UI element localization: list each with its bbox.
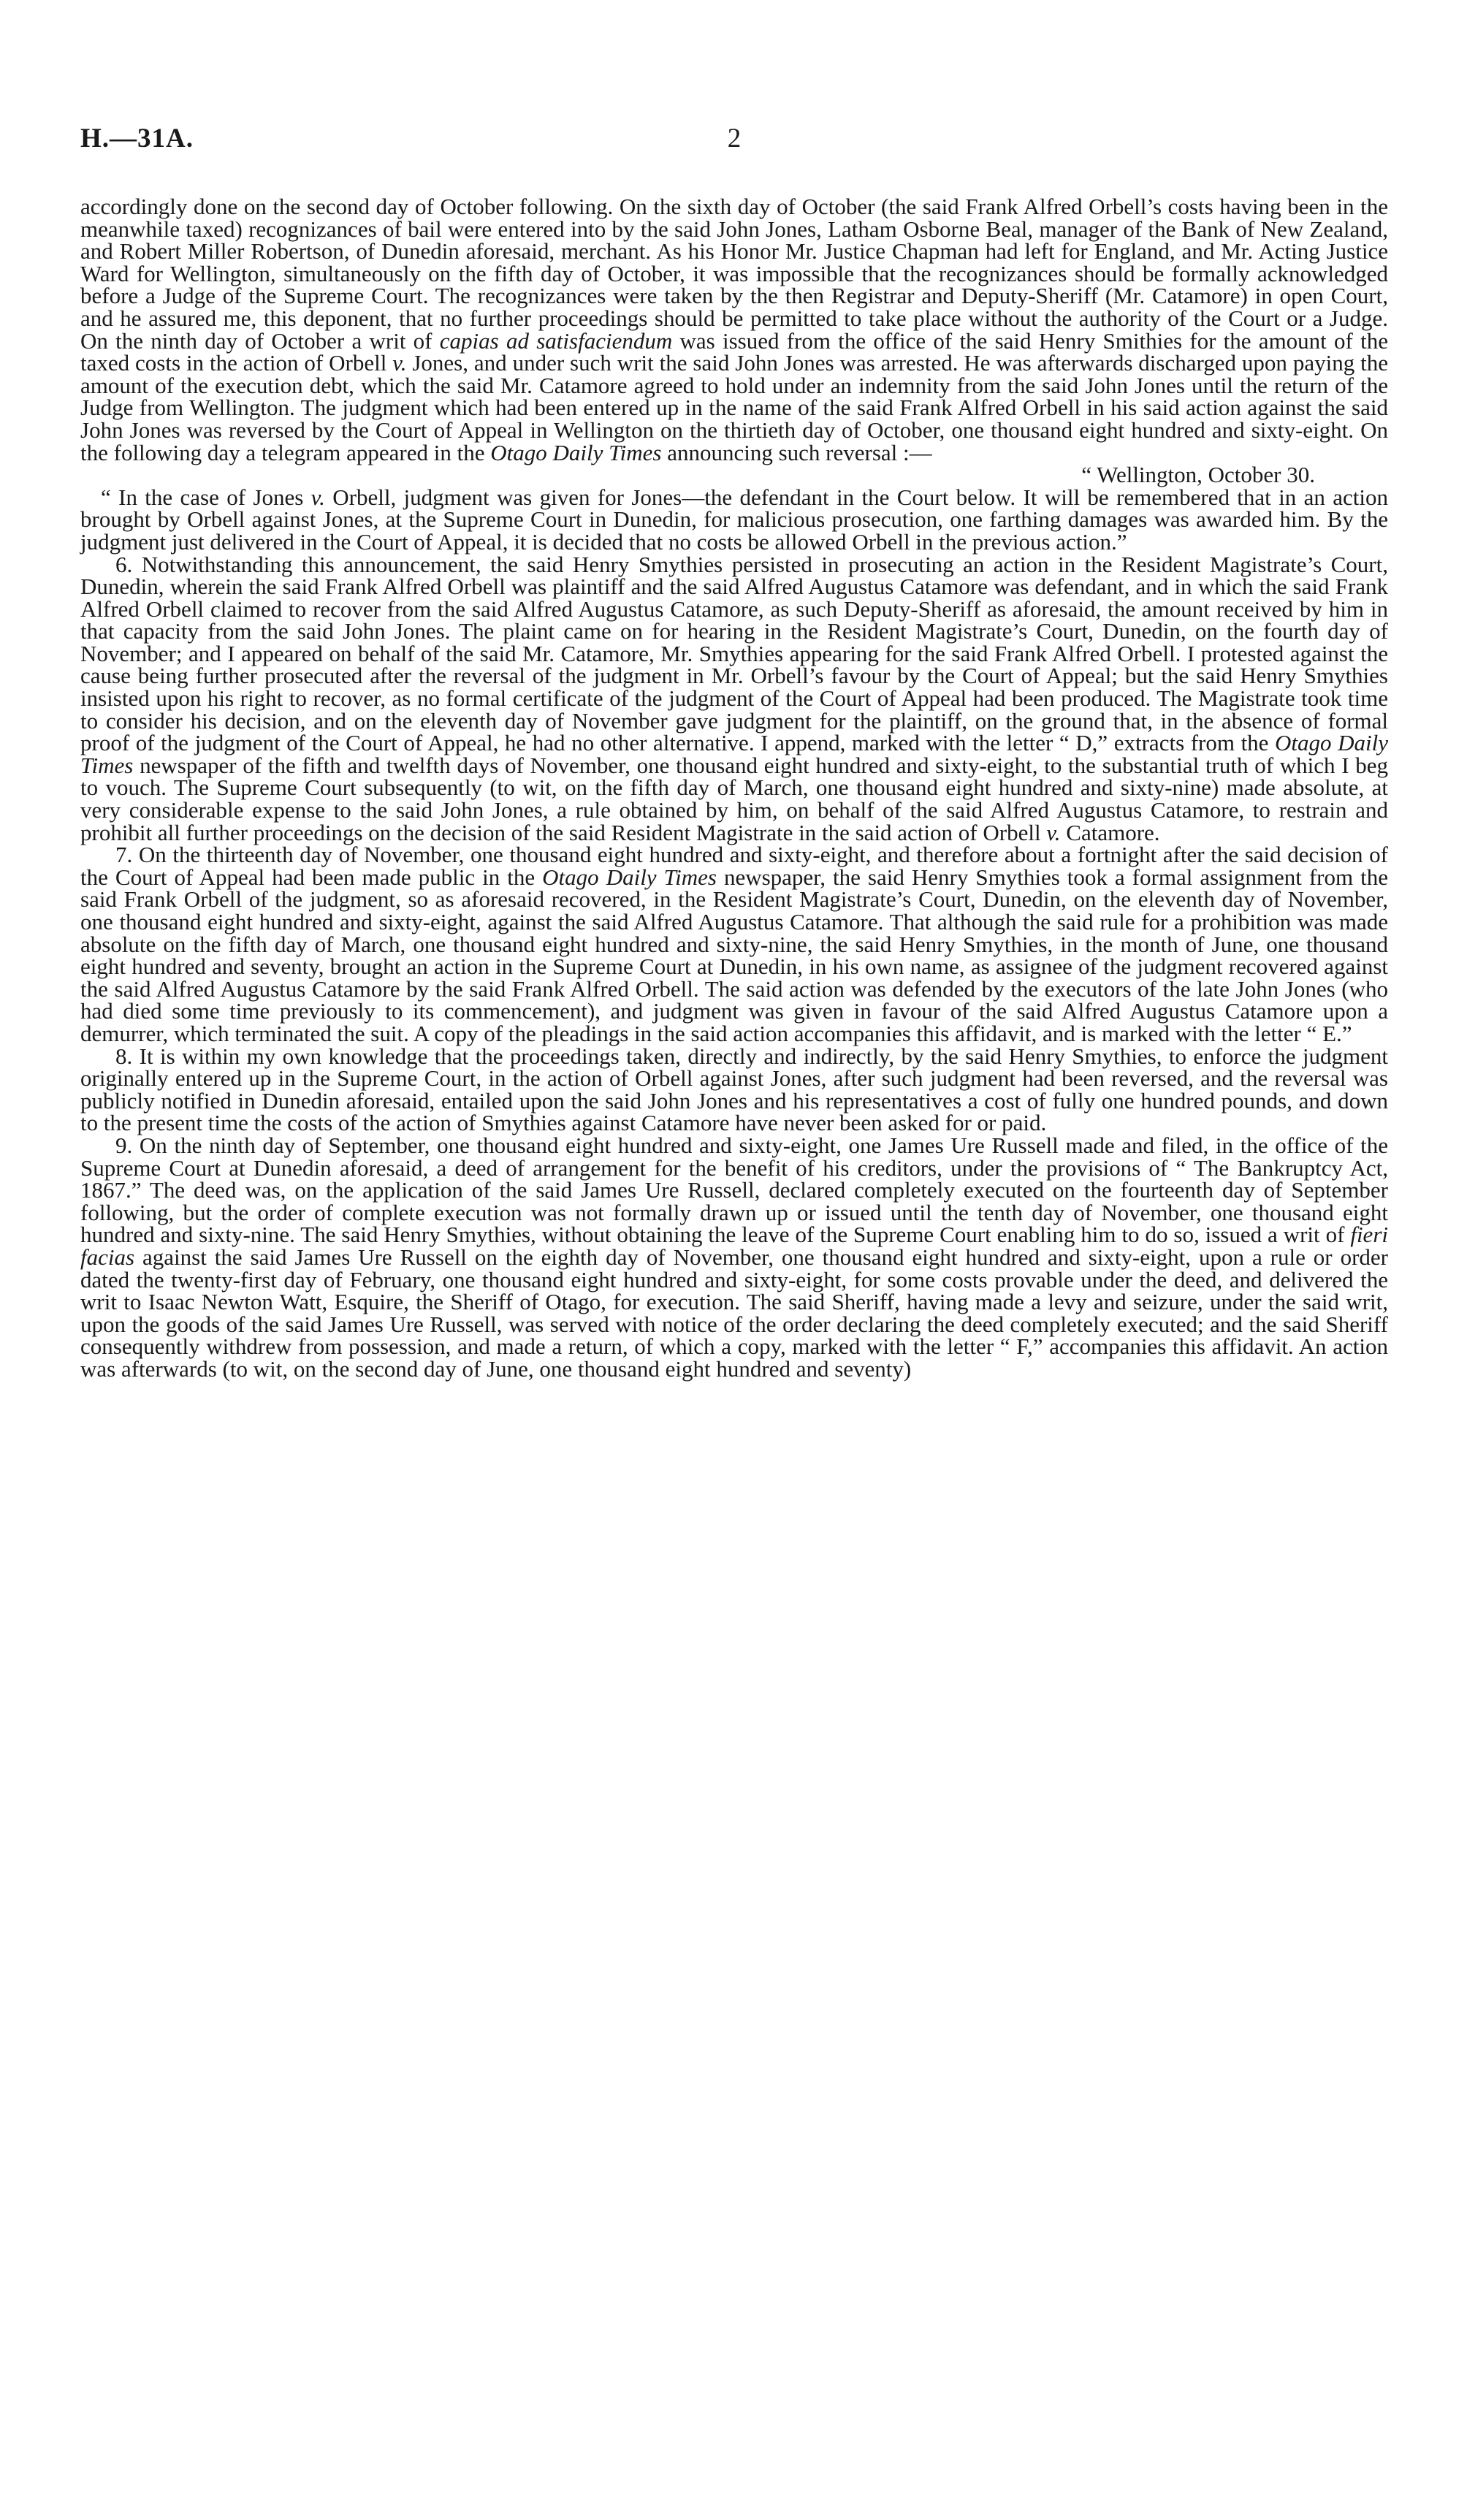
paragraph-9 [80, 1132, 1388, 1382]
text-run: 6. Notwithstanding this announcement, the said Henry Smythies persisted in prosecuting an action in the Resident Magistrate’s Court, Dunedin, wherein the said Frank Alfred Orbell was plaintiff and the said Alfred Augustus Catamore was defendant, and in which the said Frank Alfred Orbell claimed to recover from the said Alfred Augustus Catamore, as such Deputy-Sheriff as aforesaid, the amount received by him in that capacity from the said John Jones. The plaint came on for hearing in the Resident Magistrate’s Court, Dunedin, on the fourth day of November; and I appeared on behalf of the said Mr. Catamore, Mr. Smythies appearing for the said Frank Alfred Orbell. I protested against the cause being further prosecuted after the reversal of the judgment in Mr. Orbell’s favour by the Court of Appeal; but the said Henry Smythies insisted upon his right to recover, as no formal certificate of the judgment of the Court of Appeal had been produced. The Magistrate took time to consider his decision, and on the eleventh day of November gave judgment for the plaintiff, on the ground that, in the absence of formal proof of the judgment of the Court of Appeal, he had no other alternative. I append, marked with the letter “ D,” extracts from the [80, 551, 1388, 756]
italic-run: Otago Daily Times [542, 864, 717, 890]
italic-run: capias ad satisfaciendum [439, 327, 673, 354]
text-run: Catamore. [1060, 819, 1160, 845]
text-run: announcing such reversal :— [661, 439, 932, 465]
italic-run: v. [392, 350, 407, 376]
text-run: “ In the case of Jones [101, 484, 311, 510]
italic-run: Otago Daily Times [490, 439, 662, 465]
italic-run: Otago Daily Times [80, 730, 1389, 778]
text-run: accordingly done on the second day of October following. On the sixth day of October (the said Frank Alfred Orbell’s costs having been in the meanwhile taxed) recognizances of bail were entered into by the said John Jones, Latham Osborne Beal, manager of the Bank of New Zealand, and Robert Miller Robertson, of Dunedin aforesaid, merchant. As his Honor Mr. Justice Chapman had left for England, and Mr. Acting Justice Ward for Wellington, simultaneously on the fifth day of October, it was impossible that the recognizances should be formally acknowledged before a Judge of the Supreme Court. The recognizances were taken by the then Registrar and Deputy-Sheriff (Mr. Catamore) in open Court, and he assured me, this deponent, that no further proceedings should be permitted to take place without the authority of the Court or a Judge. On the ninth day of October a writ of [80, 194, 1388, 354]
telegram-quote [80, 484, 1388, 555]
page-header [80, 123, 1388, 167]
paragraph-8 [80, 1043, 1388, 1136]
page-number: 2 [727, 123, 742, 153]
italic-run: v. [310, 484, 325, 510]
italic-run: v. [1046, 819, 1061, 845]
body-text [80, 196, 1388, 1380]
text-run: 9. On the ninth day of September, one thousand eight hundred and sixty-eight, one James Ure Russell made and filed, in the office of the Supreme Court at Dunedin aforesaid, a deed of arrangement for the benefit of his creditors, under the provisions of “ The Bankruptcy Act, 1867.” The deed was, on the application of the said James Ure Russell, declared completely executed on the fourteenth day of September following, but the order of complete execution was not formally drawn up or issued until the tenth day of November, one thousand eight hundred and sixty-nine. The said Henry Smythies, without obtaining the leave of the Supreme Court enabling him to do so, issued a writ of [80, 1132, 1388, 1248]
document-reference: H.—31A. [80, 123, 194, 153]
text-run: was issued from the office of the said Henry Smithies for the amount of the taxed costs in the action of Orbell [80, 327, 1389, 376]
italic-run: fieri facias [80, 1222, 1388, 1270]
telegram-dateline [80, 464, 1388, 487]
text-run: 8. It is within my own knowledge that the proceedings taken, directly and indirectly, by the said Henry Smythies, to enforce the judgment originally entered up in the Supreme Court, in the action of Orbell against Jones, after such judgment had been reversed, and the reversal was publicly notified in Dunedin aforesaid, entailed upon the said John Jones and his representatives a cost of fully one hundred pounds, and down to the present time the costs of the action of Smythies against Catamore have never been asked for or paid. [80, 1043, 1388, 1136]
text-run: Orbell, judgment was given for Jones—the defendant in the Court below. It will be remembered that in an action brought by Orbell against Jones, at the Supreme Court in Dunedin, for malicious prosecution, one farthing damages was awarded him. By the judgment just delivered in the Court of Appeal, it is decided that no costs be allowed Orbell in the previous action.” [80, 484, 1388, 555]
text-run: “ Wellington, October 30. [1081, 462, 1315, 488]
text-run: against the said James Ure Russell on the eighth day of November, one thousand eight hundred and sixty-eight, upon a rule or order dated the twenty-first day of February, one thousand eight hundred and sixty-eight, for some costs provable under the deed, and delivered the writ to Isaac Newton Watt, Esquire, the Sheriff of Otago, for execution. The said Sheriff, having made a levy and seizure, under the said writ, upon the goods of the said James Ure Russell, was served with notice of the order declaring the deed completely executed; and the said Sheriff consequently withdrew from possession, and made a return, of which a copy, marked with the letter “ F,” accompanies this affidavit. An action was afterwards (to wit, on the second day of June, one thousand eight hundred and seventy) [80, 1244, 1388, 1382]
text-run: newspaper of the fifth and twelfth days of November, one thousand eight hundred and sixty-eight, to the substantial truth of which I beg to vouch. The Supreme Court subsequently (to wit, on the fifth day of March, one thousand eight hundred and sixty-nine) made absolute, at very considerable expense to the said John Jones, a rule obtained by him, on behalf of the said Alfred Augustus Catamore, to restrain and prohibit all further proceedings on the decision of the said Resident Magistrate in the said action of Orbell [80, 752, 1388, 845]
paragraph-6 [80, 551, 1389, 845]
paragraph-7 [80, 844, 1388, 1045]
text-run: newspaper, the said Henry Smythies took a formal assignment from the said Frank Orbell of the judgment, so as aforesaid recovered, in the Resident Magistrate’s Court, Dunedin, on the eleventh day of November, one thousand eight hundred and sixty-eight, against the said Alfred Augustus Catamore. That although the said rule for a prohibition was made absolute on the fifth day of March, one thousand eight hundred and sixty-nine, the said Henry Smythies, in the month of June, one thousand eight hundred and seventy, brought an action in the Supreme Court at Dunedin, in his own name, as assignee of the judgment recovered against the said Alfred Augustus Catamore by the said Frank Alfred Orbell. The said action was defended by the executors of the late John Jones (who had died some time previously to its commencement), and judgment was given in favour of the said Alfred Augustus Catamore upon a demurrer, which terminated the suit. A copy of the pleadings in the said action accompanies this affidavit, and is marked with the letter “ E.” [80, 864, 1388, 1046]
text-run: 7. On the thirteenth day of November, one thousand eight hundred and sixty-eight, and therefore about a fortnight after the said decision of the Court of Appeal had been made public in the [80, 842, 1388, 890]
text-run: Jones, and under such writ the said John Jones was arrested. He was afterwards discharged upon paying the amount of the execution debt, which the said Mr. Catamore agreed to hold under an indemnity from the said John Jones until the return of the Judge from Wellington. The judgment which had been entered up in the name of the said Frank Alfred Orbell in his said action against the said John Jones was reversed by the Court of Appeal in Wellington on the thirtieth day of October, one thousand eight hundred and sixty-eight. On the following day a telegram appeared in the [80, 350, 1388, 465]
paragraph-continued [80, 196, 1388, 464]
